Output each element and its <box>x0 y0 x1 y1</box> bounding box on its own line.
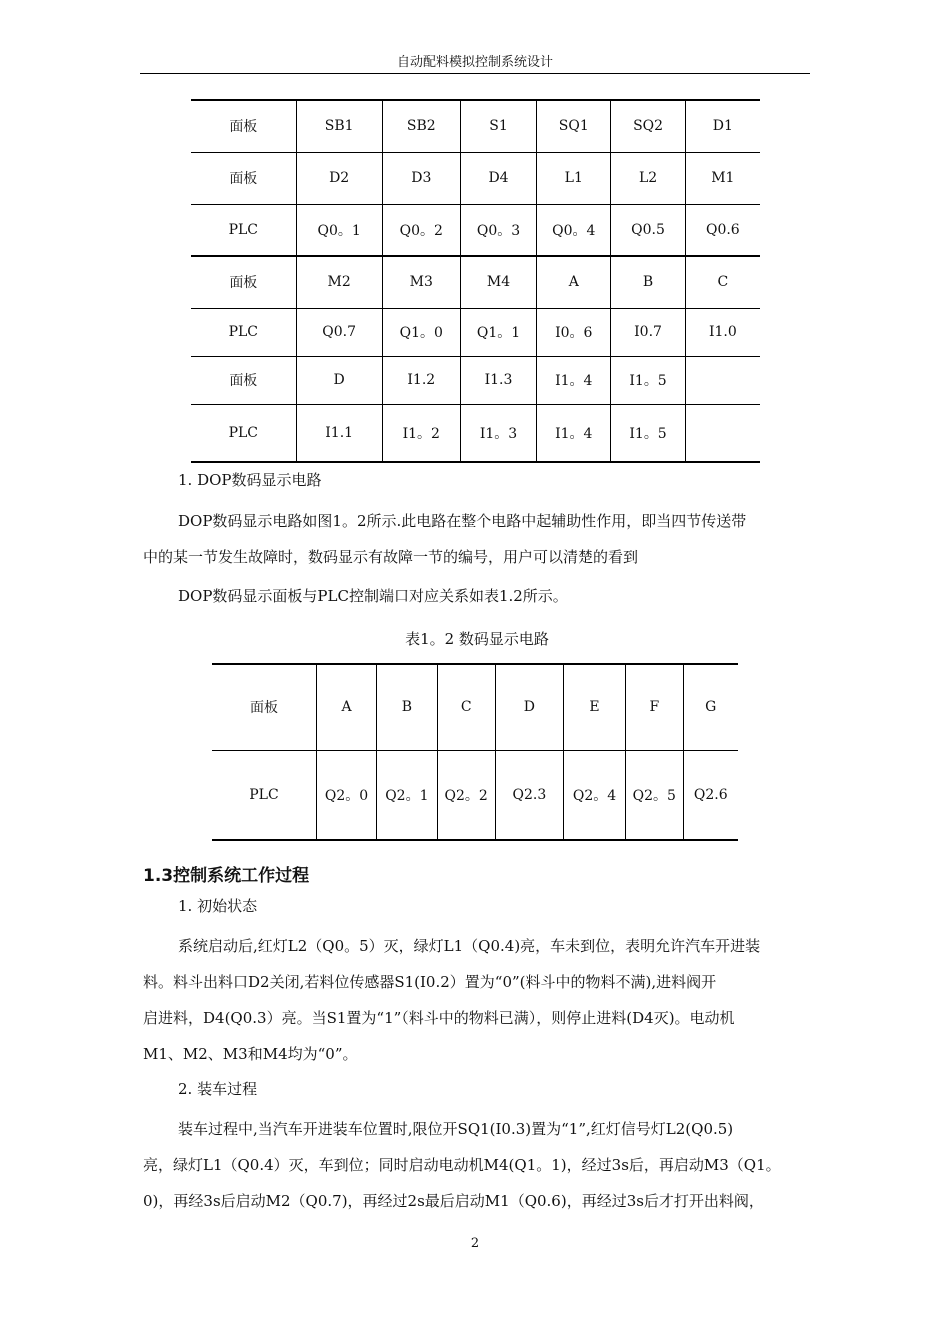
table-row <box>191 100 760 152</box>
table-cell: Q0.7 <box>296 308 382 356</box>
paragraph-line: 亮，绿灯L1（Q0.4）灭，车到位；同时启动电动机M4(Q1。1)，经过3s后，再启动M3（Q1。 <box>143 1156 781 1174</box>
table-cell: Q2。0 <box>316 750 376 840</box>
table-cell: I1。2 <box>382 404 460 462</box>
table-cell: PLC <box>191 404 296 462</box>
table-cell: L1 <box>537 152 611 204</box>
table-cell: D1 <box>685 100 760 152</box>
table-cell: D2 <box>296 152 382 204</box>
paragraph-line: DOP数码显示面板与PLC控制端口对应关系如表1.2所示。 <box>178 587 568 605</box>
table-cell: Q0。4 <box>537 204 611 256</box>
table-cell: Q2.6 <box>683 750 738 840</box>
table-cell: SB1 <box>296 100 382 152</box>
page-number: 2 <box>470 1236 480 1251</box>
table-cell: SQ1 <box>537 100 611 152</box>
table-cell: C <box>437 664 495 750</box>
table-cell: Q1。1 <box>460 308 536 356</box>
table-cell: 面板 <box>191 100 296 152</box>
paragraph-line: 装车过程中,当汽车开进装车位置时,限位开SQ1(I0.3)置为“1”,红灯信号灯L2(Q0.5) <box>178 1120 734 1138</box>
table-cell <box>685 356 760 404</box>
table-cell: B <box>611 256 685 308</box>
table-cell: A <box>316 664 376 750</box>
table-cell: I1.0 <box>685 308 760 356</box>
table-cell: SB2 <box>382 100 460 152</box>
table-cell: Q0。3 <box>460 204 536 256</box>
table-cell: Q2。1 <box>377 750 437 840</box>
table-caption: 表1。2 数码显示电路 <box>405 630 549 648</box>
table-cell: 面板 <box>191 256 296 308</box>
table-row <box>191 308 760 356</box>
table-row <box>191 404 760 462</box>
table-cell: PLC <box>212 750 316 840</box>
table-cell: Q1。0 <box>382 308 460 356</box>
table-cell: Q2.3 <box>495 750 563 840</box>
table-cell: I1.3 <box>460 356 536 404</box>
paragraph-line: M1、M2、M3和M4均为“0”。 <box>143 1045 358 1063</box>
table-row <box>212 750 738 840</box>
table-cell: 面板 <box>191 356 296 404</box>
table-cell: I1。4 <box>537 404 611 462</box>
table-cell: PLC <box>191 204 296 256</box>
table-row <box>191 204 760 256</box>
table-cell <box>685 404 760 462</box>
table-cell: C <box>685 256 760 308</box>
table-row <box>191 356 760 404</box>
paragraph-line: 中的某一节发生故障时，数码显示有故障一节的编号，用户可以清楚的看到 <box>143 548 639 566</box>
table-cell: G <box>683 664 738 750</box>
section-heading: 1.3控制系统工作过程 <box>143 866 310 886</box>
list-item-initial-state: 1. 初始状态 <box>178 897 258 915</box>
table-cell: Q2。2 <box>437 750 495 840</box>
table-cell: F <box>626 664 683 750</box>
list-item-loading-process: 2. 装车过程 <box>178 1080 258 1098</box>
table-cell: I1.1 <box>296 404 382 462</box>
table-cell: A <box>537 256 611 308</box>
table-cell: Q0.5 <box>611 204 685 256</box>
table-cell: I1。4 <box>537 356 611 404</box>
table-row <box>191 152 760 204</box>
table-cell: 面板 <box>212 664 316 750</box>
table-cell: M4 <box>460 256 536 308</box>
table-cell: E <box>563 664 625 750</box>
table-row <box>212 664 738 750</box>
table-cell: 面板 <box>191 152 296 204</box>
page-header: 自动配料模拟控制系统设计 <box>140 52 810 74</box>
digital-display-table <box>212 663 738 841</box>
table-cell: I0。6 <box>537 308 611 356</box>
table-cell: D4 <box>460 152 536 204</box>
io-mapping-table <box>191 99 760 463</box>
table-cell: M3 <box>382 256 460 308</box>
table-cell: I1。5 <box>611 404 685 462</box>
table-cell: Q2。5 <box>626 750 683 840</box>
table-cell: I1。3 <box>460 404 536 462</box>
table-cell: D3 <box>382 152 460 204</box>
table-cell: B <box>377 664 437 750</box>
table-cell: D <box>495 664 563 750</box>
table-cell: M1 <box>685 152 760 204</box>
table-row <box>191 256 760 308</box>
table-cell: M2 <box>296 256 382 308</box>
table-cell: I1。5 <box>611 356 685 404</box>
table-cell: Q0。2 <box>382 204 460 256</box>
table-cell: L2 <box>611 152 685 204</box>
paragraph-line: 系统启动后,红灯L2（Q0。5）灭，绿灯L1（Q0.4)亮，车未到位，表明允许汽车开进装 <box>178 937 761 955</box>
paragraph-line: 0)，再经3s后启动M2（Q0.7)，再经过2s最后启动M1（Q0.6)，再经过3s后才打开出料阀， <box>143 1192 764 1210</box>
table-cell: D <box>296 356 382 404</box>
paragraph-line: DOP数码显示电路如图1。2所示.此电路在整个电路中起辅助性作用，即当四节传送带 <box>178 512 747 530</box>
paragraph-line: 料。料斗出料口D2关闭,若料位传感器S1(I0.2）置为“0”(料斗中的物料不满),进料阀开 <box>143 973 717 991</box>
table-cell: I1.2 <box>382 356 460 404</box>
table-cell: SQ2 <box>611 100 685 152</box>
table-cell: PLC <box>191 308 296 356</box>
list-item-dop: 1. DOP数码显示电路 <box>178 471 322 489</box>
table-cell: Q2。4 <box>563 750 625 840</box>
table-cell: I0.7 <box>611 308 685 356</box>
paragraph-line: 启进料，D4(Q0.3）亮。当S1置为“1”（料斗中的物料已满），则停止进料(D4灭)。电动机 <box>143 1009 735 1027</box>
table-cell: S1 <box>460 100 536 152</box>
table-cell: Q0.6 <box>685 204 760 256</box>
table-cell: Q0。1 <box>296 204 382 256</box>
